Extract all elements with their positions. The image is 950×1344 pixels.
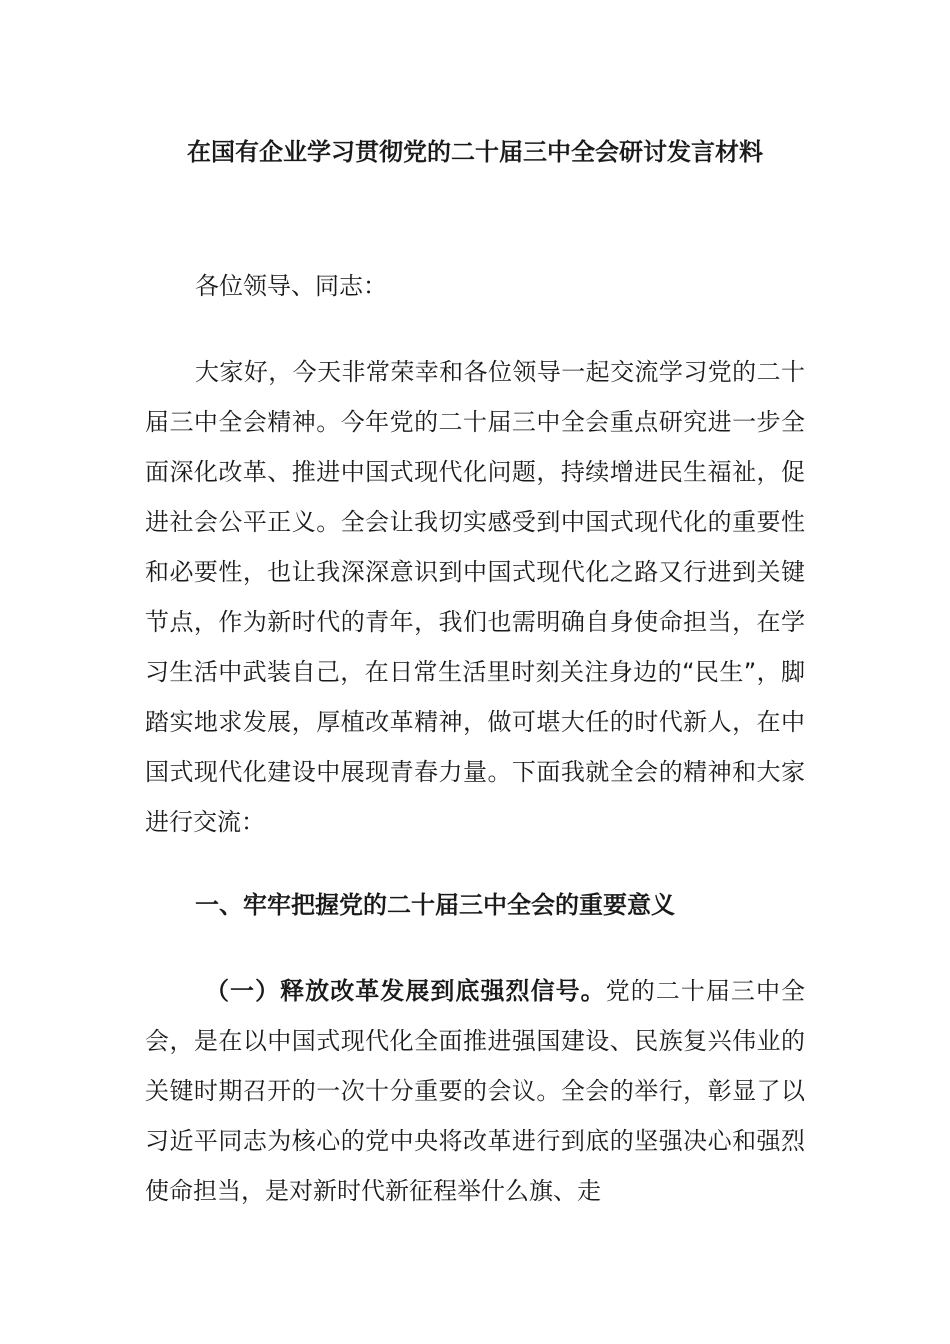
intro-paragraph: 大家好，今天非常荣幸和各位领导一起交流学习党的二十届三中全会精神。今年党的二十届三中全会重点研究进一步全面深化改革、推进中国式现代化问题，持续增进民生福祉，促进社会公平正义。全会让我切实感受到中国式现代化的重要性和必要性，也让我深深意识到中国式现代化之路又行进到关键节点，作为新时代的青年，我们也需明确自身使命担当，在学习生活中武装自己，在日常生活里时刻关注身边的“民生”，脚踏实地求发展，厚植改革精神，做可堪大任的时代新人，在中国式现代化建设中展现青春力量。下面我就全会的精神和大家进行交流： xyxy=(145,358,805,836)
subsection-lead: （一）释放改革发展到底强烈信号。 xyxy=(205,977,606,1005)
subsection-body: 党的二十届三中全会，是在以中国式现代化全面推进强国建设、民族复兴伟业的关键时期召开的一次十分重要的会议。全会的举行，彰显了以习近平同志为核心的党中央将改革进行到底的坚强决心和强烈使命担当，是对新时代新征程举什么旗、走 xyxy=(145,977,806,1205)
section-heading-1: 一、牢牢把握党的二十届三中全会的重要意义 xyxy=(195,891,675,919)
subsection-paragraph-1 xyxy=(145,966,805,1216)
salutation: 各位领导、同志： xyxy=(195,272,387,300)
document-title: 在国有企业学习贯彻党的二十届三中全会研讨发言材料 xyxy=(187,138,763,166)
